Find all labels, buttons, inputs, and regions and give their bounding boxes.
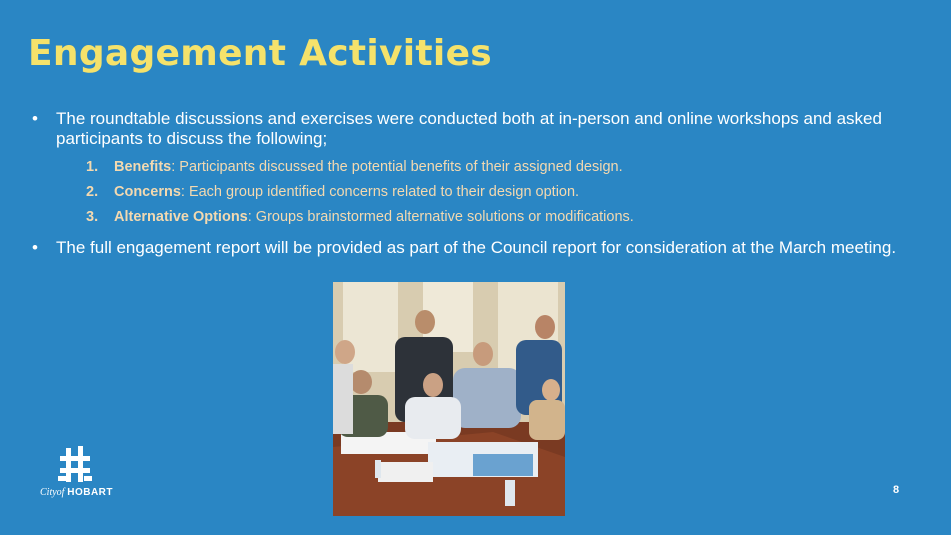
logo-hobart: HOBART — [67, 487, 114, 498]
workshop-photo — [333, 282, 565, 516]
numbered-item-concerns — [56, 180, 930, 205]
bullet-item-1 — [30, 109, 930, 230]
bullet-list — [30, 109, 930, 258]
logo-city: City — [40, 487, 57, 498]
numbered-list — [56, 155, 930, 230]
logo-wordmark — [40, 487, 113, 498]
item-term: Benefits — [114, 159, 172, 175]
numbered-item-alternative-options — [56, 205, 930, 230]
item-term: Concerns — [114, 184, 181, 200]
slide-title: Engagement Activities — [28, 33, 493, 74]
workshop-photo-illustration — [333, 282, 565, 516]
logo-of: of — [56, 487, 65, 498]
bullet-marker: • — [32, 238, 38, 257]
numbered-item-benefits — [56, 155, 930, 180]
item-number: 1. — [86, 159, 99, 175]
bullet-text-2: The full engagement report will be provided as part of the Council report for consideration at the March meeting. — [56, 238, 897, 257]
bullet-text-1: The roundtable discussions and exercises were conducted both at in-person and online workshops and asked participants to discuss the following; — [56, 109, 882, 148]
item-text: : Participants discussed the potential benefits of their assigned design. — [171, 159, 623, 175]
bullet-item-2 — [30, 238, 930, 258]
page-number: 8 — [893, 484, 900, 496]
item-text: : Each group identified concerns related to their design option. — [180, 184, 580, 200]
item-number: 2. — [86, 184, 99, 200]
bullet-marker: • — [32, 109, 38, 128]
item-term: Alternative Options — [114, 209, 248, 225]
item-number: 3. — [86, 209, 99, 225]
item-text: : Groups brainstormed alternative solutions or modifications. — [247, 209, 634, 225]
